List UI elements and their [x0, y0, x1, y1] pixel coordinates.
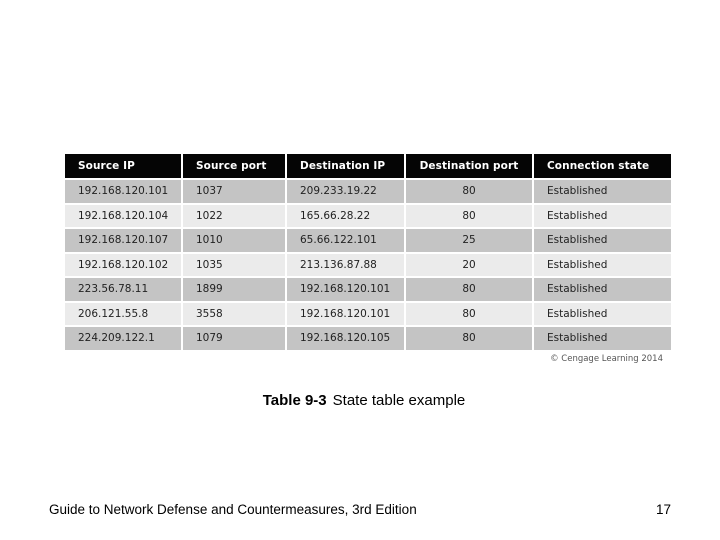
table-row [65, 252, 671, 277]
column-header-connection-state: Connection state [534, 154, 671, 178]
caption-text: State table example [332, 392, 466, 409]
state-table-figure [65, 154, 663, 364]
footer-page-number: 17 [655, 502, 671, 517]
cell-source-ip: 224.209.122.1 [65, 325, 181, 350]
cell-source-port: 1079 [183, 325, 285, 350]
table-row [65, 301, 671, 326]
cell-destination-ip: 65.66.122.101 [287, 227, 404, 252]
column-header-destination-port: Destination port [406, 154, 532, 178]
table-row [65, 276, 671, 301]
table-header-row [65, 154, 671, 178]
table-row [65, 325, 671, 350]
column-header-destination-ip: Destination IP [287, 154, 404, 178]
cell-source-port: 1022 [183, 203, 285, 228]
cell-connection-state: Established [534, 178, 671, 203]
footer-book-title: Guide to Network Defense and Countermeasures, 3rd Edition [49, 502, 417, 517]
caption-label: Table 9-3 [262, 392, 327, 409]
state-table [63, 154, 673, 350]
cell-source-ip: 192.168.120.102 [65, 252, 181, 277]
cell-source-port: 1010 [183, 227, 285, 252]
cell-destination-ip: 165.66.28.22 [287, 203, 404, 228]
cell-source-ip: 223.56.78.11 [65, 276, 181, 301]
copyright-credit: © Cengage Learning 2014 [550, 353, 663, 364]
cell-connection-state: Established [534, 227, 671, 252]
cell-destination-port: 80 [406, 325, 532, 350]
cell-connection-state: Established [534, 276, 671, 301]
cell-destination-port: 80 [406, 178, 532, 203]
cell-destination-port: 80 [406, 203, 532, 228]
table-row [65, 203, 671, 228]
cell-connection-state: Established [534, 325, 671, 350]
cell-destination-ip: 192.168.120.105 [287, 325, 404, 350]
cell-connection-state: Established [534, 301, 671, 326]
column-header-source-ip: Source IP [65, 154, 181, 178]
cell-source-ip: 192.168.120.104 [65, 203, 181, 228]
cell-connection-state: Established [534, 203, 671, 228]
cell-destination-port: 20 [406, 252, 532, 277]
cell-source-ip: 206.121.55.8 [65, 301, 181, 326]
cell-source-port: 1037 [183, 178, 285, 203]
cell-source-port: 3558 [183, 301, 285, 326]
cell-destination-ip: 209.233.19.22 [287, 178, 404, 203]
cell-destination-ip: 192.168.120.101 [287, 301, 404, 326]
cell-source-ip: 192.168.120.107 [65, 227, 181, 252]
cell-destination-ip: 213.136.87.88 [287, 252, 404, 277]
cell-source-ip: 192.168.120.101 [65, 178, 181, 203]
cell-destination-ip: 192.168.120.101 [287, 276, 404, 301]
column-header-source-port: Source port [183, 154, 285, 178]
cell-connection-state: Established [534, 252, 671, 277]
cell-destination-port: 80 [406, 301, 532, 326]
cell-destination-port: 25 [406, 227, 532, 252]
cell-source-port: 1035 [183, 252, 285, 277]
cell-source-port: 1899 [183, 276, 285, 301]
table-row [65, 227, 671, 252]
table-caption [0, 392, 720, 409]
table-row [65, 178, 671, 203]
cell-destination-port: 80 [406, 276, 532, 301]
